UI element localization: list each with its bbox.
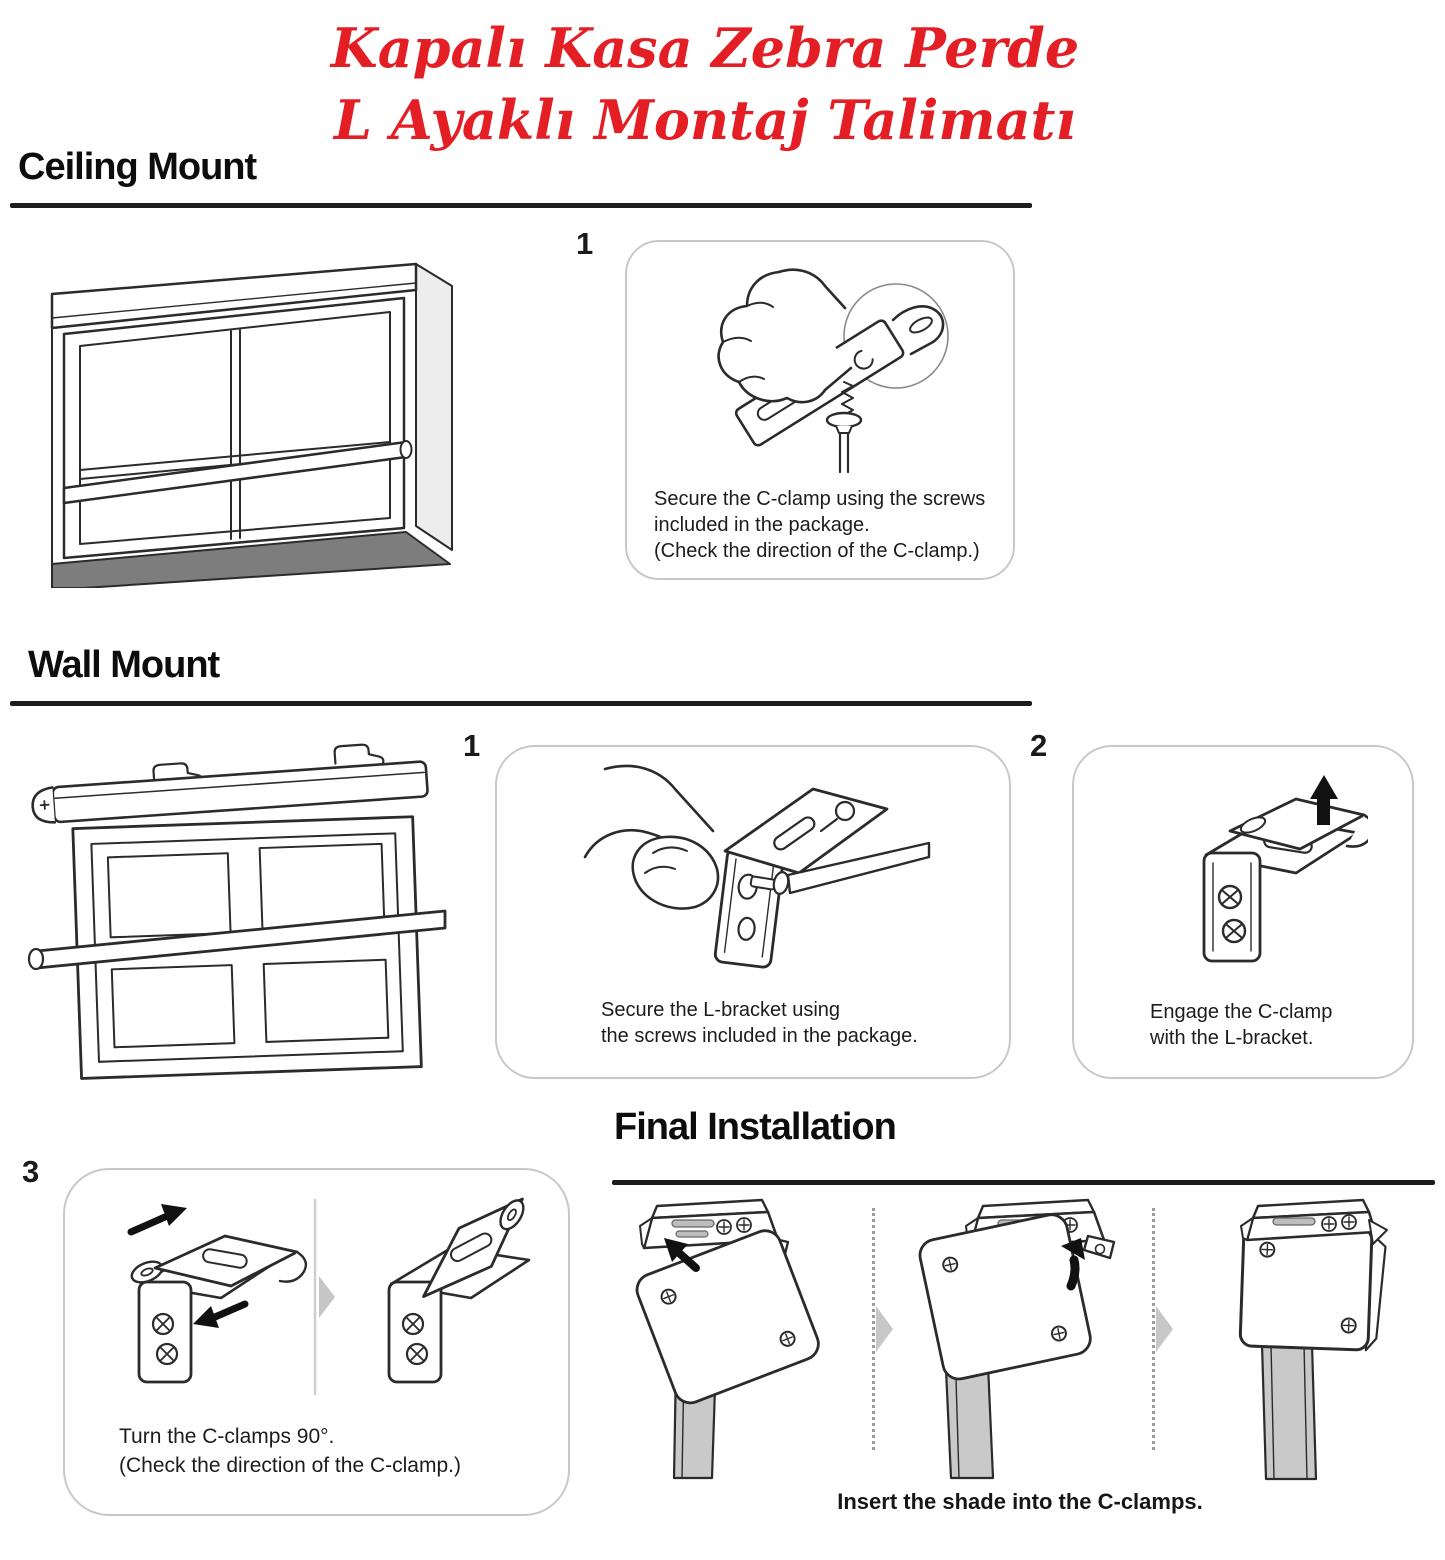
ceiling-step1-number: 1 [576, 226, 594, 261]
wall-step2-caption: Engage the C-clamp with the L-bracket. [1150, 1001, 1333, 1049]
wall-window-illustration [15, 735, 450, 1090]
final-panel2-illustration [893, 1196, 1143, 1486]
wall-step2-number: 2 [1030, 728, 1048, 763]
right-chevron-icon [1156, 1306, 1173, 1352]
ceiling-mount-heading: Ceiling Mount [18, 146, 257, 188]
page-title [0, 12, 1410, 156]
ceiling-section-rule [10, 203, 1032, 208]
final-panel1-illustration [612, 1196, 862, 1486]
wall-mount-heading: Wall Mount [28, 644, 220, 686]
rotate-c-clamp-illustration [83, 1186, 548, 1416]
wall-step2-card [1072, 745, 1414, 1079]
wall-step1-card [495, 745, 1011, 1079]
right-chevron-icon [876, 1306, 893, 1352]
final-panel-separator-1 [872, 1208, 875, 1450]
wall-section-rule [10, 701, 1032, 706]
ceiling-step1-caption: Secure the C-clamp using the screws included in the package. (Check the direction of the C-clamp.) [654, 488, 986, 562]
final-installation-heading: Final Installation [614, 1106, 896, 1148]
final-panel-separator-2 [1152, 1208, 1155, 1450]
page-title-line2: L Ayaklı Montaj Talimatı [333, 88, 1077, 152]
ceiling-window-illustration [38, 238, 468, 588]
final-step3-card [63, 1168, 570, 1516]
ceiling-step1-card [625, 240, 1015, 580]
wall-step1-caption: Secure the L-bracket using the screws included in the package. [601, 999, 918, 1047]
wall-step1-number: 1 [463, 728, 481, 763]
c-clamp-screw-illustration [659, 256, 974, 478]
c-clamp-l-bracket-illustration [1118, 763, 1368, 985]
l-bracket-screwdriver-illustration [575, 759, 935, 989]
final-installation-caption: Insert the shade into the C-clamps. [837, 1489, 1203, 1514]
final-step3-number: 3 [22, 1154, 40, 1189]
final-step3-caption: Turn the C-clamps 90°. (Check the direction of the C-clamp.) [119, 1425, 461, 1477]
final-section-rule [612, 1180, 1435, 1185]
page-title-line1: Kapalı Kasa Zebra Perde [330, 16, 1080, 80]
final-panel3-illustration [1178, 1196, 1433, 1486]
